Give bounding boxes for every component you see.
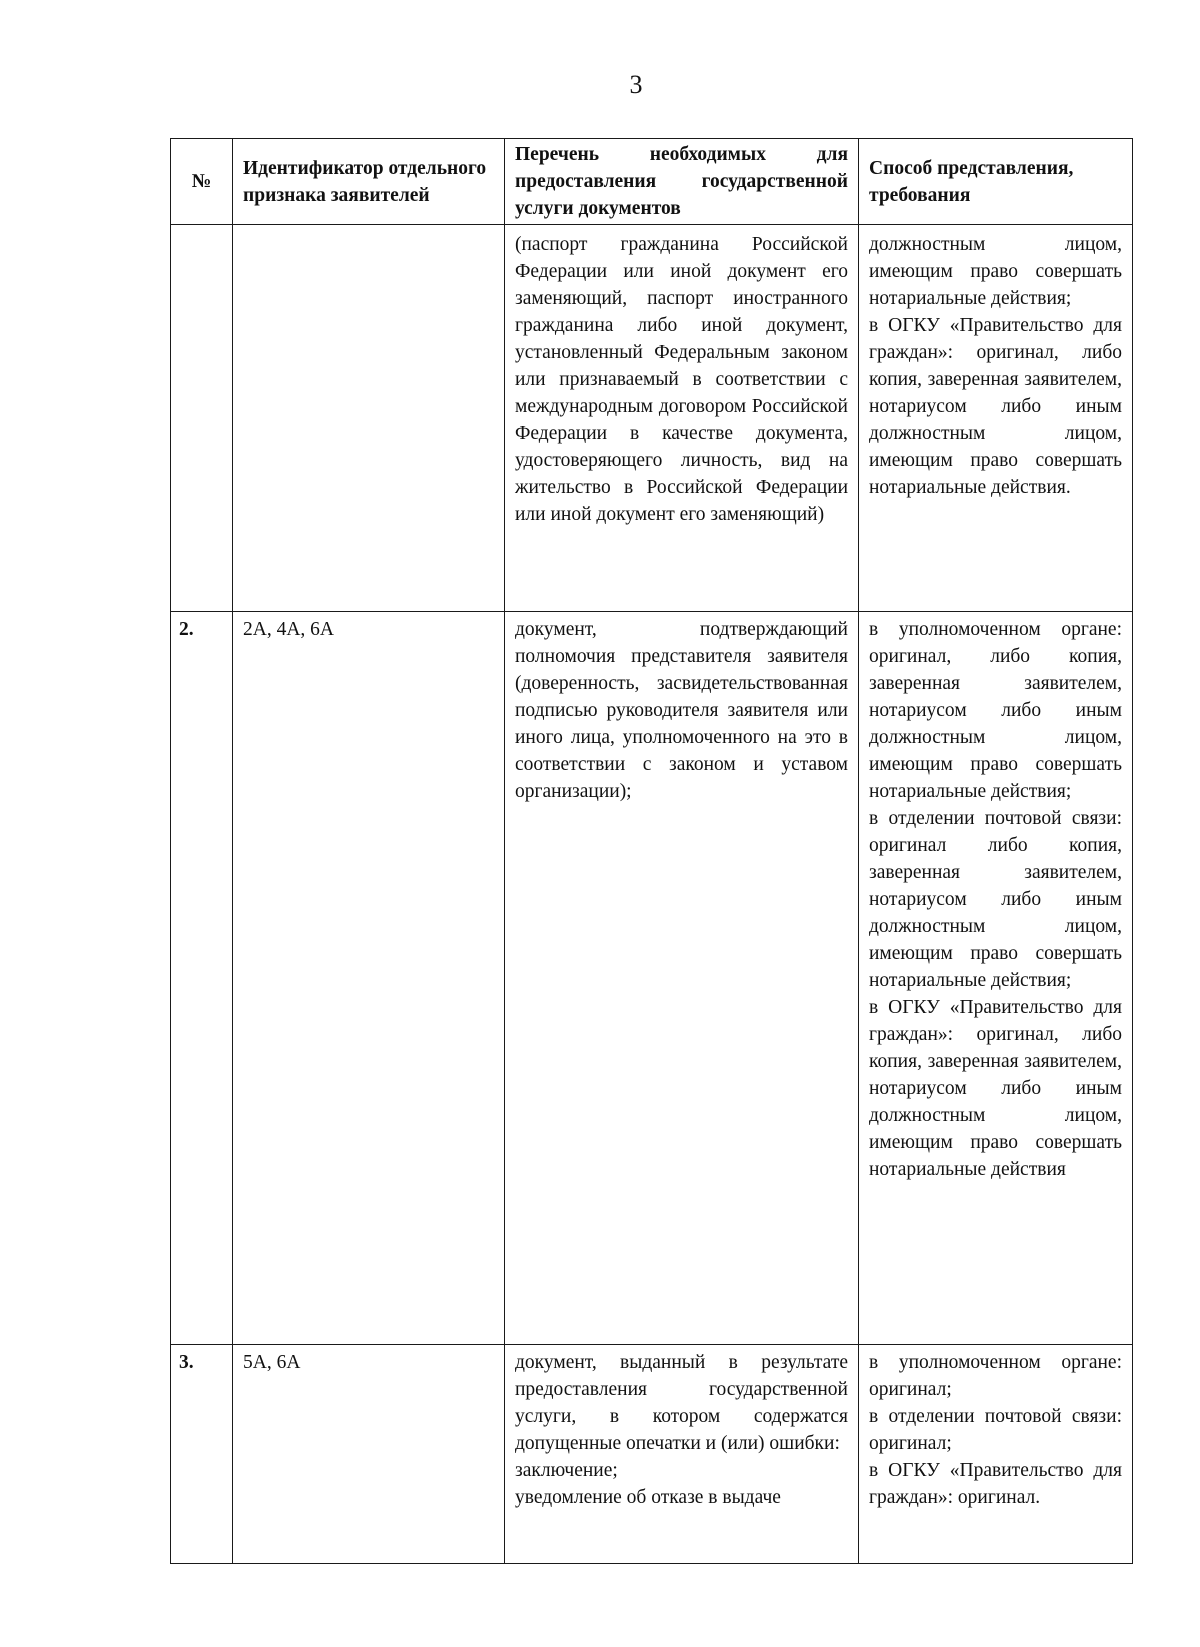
header-number: № bbox=[171, 139, 233, 225]
table-row bbox=[171, 225, 1133, 612]
row-identifier: 5А, 6А bbox=[233, 1345, 505, 1564]
method-paragraph: в уполномоченном органе: оригинал, либо копия, заверенная заявителем, нотариусом либо иным должностным лицом, имеющим право совершать нотариальные действия; bbox=[869, 619, 1122, 802]
documents-paragraph: (паспорт гражданина Российской Федерации или иной документ его заменяющий, паспорт иностранного гражданина либо иной документ, установленный Федеральным законом или признаваемый в соответствии с международным договором Российской Федерации в качестве документа, удостоверяющего личность, вид на жительство в Российской Федерации или иной документ его заменяющий) bbox=[515, 234, 848, 525]
row-identifier: 2А, 4А, 6А bbox=[233, 612, 505, 1345]
row-identifier bbox=[233, 225, 505, 612]
documents-paragraph: документ, выданный в результате предоставления государственной услуги, в котором содержатся допущенные опечатки и (или) ошибки: bbox=[515, 1352, 848, 1454]
row-number: 2. bbox=[171, 612, 233, 1345]
header-method: Способ представления, требования bbox=[859, 139, 1133, 225]
documents-paragraph: уведомление об отказе в выдаче bbox=[515, 1487, 781, 1508]
row-number bbox=[171, 225, 233, 612]
table-row bbox=[171, 1345, 1133, 1564]
table-header-row bbox=[171, 139, 1133, 225]
documents-paragraph: документ, подтверждающий полномочия представителя заявителя (доверенность, засвидетельствованная подписью руководителя заявителя или иного лица, уполномоченного на это в соответствии с законом и уставом организации); bbox=[515, 619, 848, 802]
row-method bbox=[859, 1345, 1133, 1564]
requirements-table bbox=[170, 138, 1133, 1564]
method-paragraph: в ОГКУ «Правительство для граждан»: оригинал. bbox=[869, 1460, 1122, 1508]
method-paragraph: в ОГКУ «Правительство для граждан»: оригинал, либо копия, заверенная заявителем, нотариусом либо иным должностным лицом, имеющим право совершать нотариальные действия bbox=[869, 997, 1122, 1180]
page-number: 3 bbox=[629, 70, 643, 99]
header-identifier: Идентификатор отдельного признака заявителей bbox=[233, 139, 505, 225]
documents-paragraph: заключение; bbox=[515, 1460, 618, 1481]
table-row bbox=[171, 612, 1133, 1345]
row-method bbox=[859, 612, 1133, 1345]
method-paragraph: в отделении почтовой связи: оригинал; bbox=[869, 1406, 1122, 1454]
row-documents bbox=[505, 225, 859, 612]
method-paragraph: в ОГКУ «Правительство для граждан»: оригинал, либо копия, заверенная заявителем, нотариусом либо иным должностным лицом, имеющим право совершать нотариальные действия. bbox=[869, 315, 1122, 498]
method-paragraph: в отделении почтовой связи: оригинал либо копия, заверенная заявителем, нотариусом либо иным должностным лицом, имеющим право совершать нотариальные действия; bbox=[869, 808, 1122, 991]
header-documents: Перечень необходимых для предоставления государственной услуги документов bbox=[505, 139, 859, 225]
row-documents bbox=[505, 612, 859, 1345]
method-paragraph: в уполномоченном органе: оригинал; bbox=[869, 1352, 1122, 1400]
method-paragraph: должностным лицом, имеющим право совершать нотариальные действия; bbox=[869, 234, 1122, 309]
row-documents bbox=[505, 1345, 859, 1564]
row-method bbox=[859, 225, 1133, 612]
row-number: 3. bbox=[171, 1345, 233, 1564]
